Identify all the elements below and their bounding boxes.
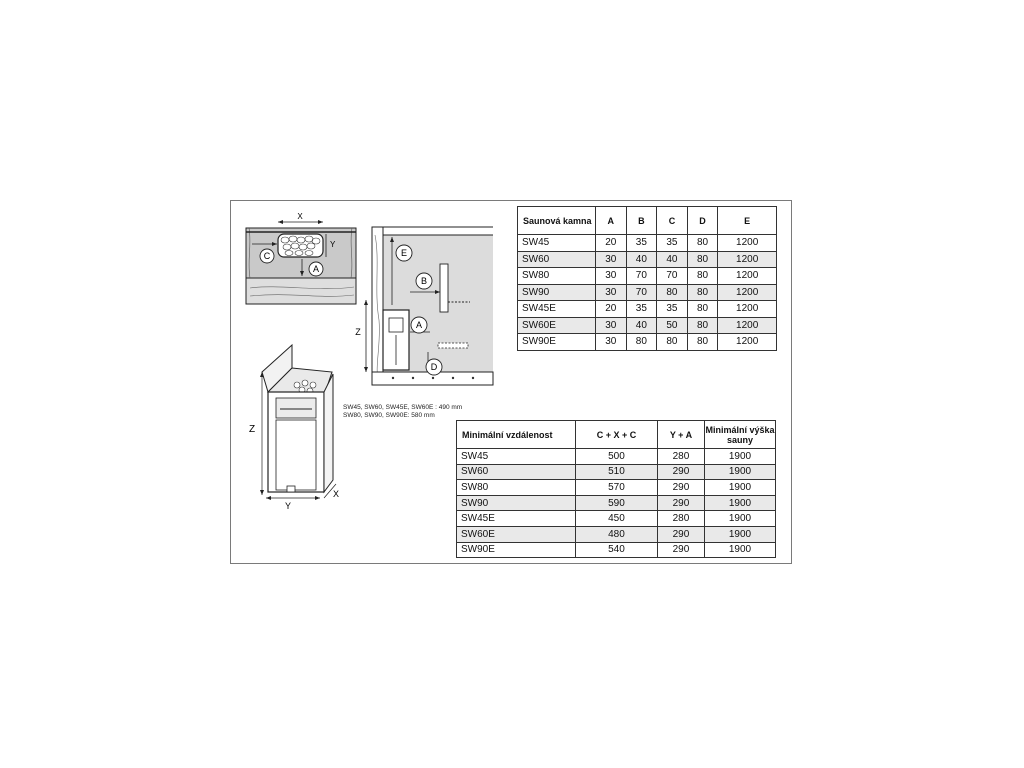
table-cell: 30	[596, 251, 627, 268]
table-cell: SW80	[457, 480, 576, 496]
min-distance-table-header	[457, 421, 776, 449]
table-row	[518, 317, 777, 334]
table-cell: 1200	[718, 235, 777, 252]
table-cell: 70	[657, 268, 688, 285]
table-row	[457, 542, 776, 558]
table-row	[457, 495, 776, 511]
table-row	[518, 268, 777, 285]
table-cell: 40	[626, 251, 657, 268]
column-header: C + X + C	[576, 421, 658, 449]
top-view-x-label: X	[297, 212, 303, 221]
column-header: Minimální vzdálenost	[457, 421, 576, 449]
heater-x-label: X	[333, 489, 340, 499]
min-distance-table	[456, 420, 776, 558]
table-cell: 290	[657, 495, 704, 511]
table-cell: 1200	[718, 334, 777, 351]
table-cell: SW45E	[457, 511, 576, 527]
table-cell: 500	[576, 449, 658, 465]
table-cell: 80	[687, 284, 718, 301]
table-cell: SW60E	[457, 526, 576, 542]
table-cell: 1200	[718, 301, 777, 318]
table-cell: 450	[576, 511, 658, 527]
table-cell: 35	[657, 235, 688, 252]
table-cell: 590	[576, 495, 658, 511]
table-cell: SW90	[518, 284, 596, 301]
heater-perspective-diagram	[249, 345, 339, 511]
table-cell: 290	[657, 464, 704, 480]
table-cell: SW45	[457, 449, 576, 465]
column-header: E	[718, 207, 777, 235]
table-cell: SW90E	[457, 542, 576, 558]
table-cell: SW80	[518, 268, 596, 285]
side-view-b-label: B	[420, 276, 428, 286]
column-header: C	[657, 207, 688, 235]
table-cell: SW60	[457, 464, 576, 480]
table-cell: 280	[657, 449, 704, 465]
table-cell: 50	[657, 317, 688, 334]
table-cell: SW60	[518, 251, 596, 268]
table-cell: SW45	[518, 235, 596, 252]
clearance-table-header	[518, 207, 777, 235]
table-cell: 35	[626, 235, 657, 252]
table-cell: 1200	[718, 284, 777, 301]
table-cell: 35	[657, 301, 688, 318]
table-row	[518, 334, 777, 351]
table-cell: 30	[596, 334, 627, 351]
table-row	[457, 464, 776, 480]
table-cell: 510	[576, 464, 658, 480]
table-row	[518, 284, 777, 301]
table-cell: 70	[626, 268, 657, 285]
table-cell: 80	[687, 317, 718, 334]
top-view-c-label: C	[263, 251, 271, 261]
table-cell: 1900	[705, 542, 776, 558]
column-header: A	[596, 207, 627, 235]
table-cell: 30	[596, 268, 627, 285]
table-cell: 290	[657, 480, 704, 496]
table-cell: 20	[596, 235, 627, 252]
table-cell: 1200	[718, 317, 777, 334]
table-cell: SW60E	[518, 317, 596, 334]
table-cell: 570	[576, 480, 658, 496]
table-row	[457, 526, 776, 542]
table-cell: 280	[657, 511, 704, 527]
table-cell: 1200	[718, 268, 777, 285]
side-view-d-label: D	[430, 362, 438, 372]
column-header: Minimální výška sauny	[705, 421, 776, 449]
height-note	[343, 404, 462, 420]
table-cell: SW90	[457, 495, 576, 511]
column-header: Y + A	[657, 421, 704, 449]
column-header: B	[626, 207, 657, 235]
table-cell: 80	[687, 334, 718, 351]
height-note-line-1: SW45, SW60, SW45E, SW60E : 490 mm	[343, 404, 463, 411]
table-cell: 80	[657, 284, 688, 301]
side-view-diagram	[355, 227, 493, 385]
column-header: D	[687, 207, 718, 235]
clearance-table	[517, 206, 777, 351]
table-cell: 80	[626, 334, 657, 351]
table-row	[518, 251, 777, 268]
height-note-line-2: SW80, SW90, SW90E: 580 mm	[343, 412, 435, 419]
table-cell: 1900	[705, 480, 776, 496]
table-cell: 20	[596, 301, 627, 318]
table-cell: 30	[596, 317, 627, 334]
top-view-a-label: A	[312, 264, 320, 274]
table-cell: 80	[657, 334, 688, 351]
table-cell: 35	[626, 301, 657, 318]
table-cell: 80	[687, 235, 718, 252]
table-cell: 80	[687, 301, 718, 318]
table-cell: 70	[626, 284, 657, 301]
table-cell: 1900	[705, 511, 776, 527]
heater-z-label: Z	[248, 424, 256, 435]
table-cell: 40	[657, 251, 688, 268]
table-cell: 290	[657, 542, 704, 558]
table-row	[457, 449, 776, 465]
table-row	[457, 511, 776, 527]
table-cell: 540	[576, 542, 658, 558]
table-row	[518, 301, 777, 318]
side-view-e-label: E	[400, 248, 408, 258]
table-cell: 80	[687, 251, 718, 268]
table-cell: 1900	[705, 449, 776, 465]
table-cell: SW45E	[518, 301, 596, 318]
side-view-z-label: Z	[355, 327, 361, 337]
table-cell: 1900	[705, 464, 776, 480]
top-view-y-label: Y	[330, 240, 336, 249]
table-cell: 80	[687, 268, 718, 285]
table-cell: SW90E	[518, 334, 596, 351]
heater-y-label: Y	[284, 501, 292, 511]
side-view-a-label: A	[415, 320, 423, 330]
table-row	[457, 480, 776, 496]
table-cell: 1900	[705, 526, 776, 542]
top-view-diagram	[246, 212, 356, 304]
table-cell: 40	[626, 317, 657, 334]
table-cell: 1900	[705, 495, 776, 511]
column-header: Saunová kamna	[518, 207, 596, 235]
table-row	[518, 235, 777, 252]
table-cell: 1200	[718, 251, 777, 268]
table-cell: 290	[657, 526, 704, 542]
table-cell: 480	[576, 526, 658, 542]
table-cell: 30	[596, 284, 627, 301]
